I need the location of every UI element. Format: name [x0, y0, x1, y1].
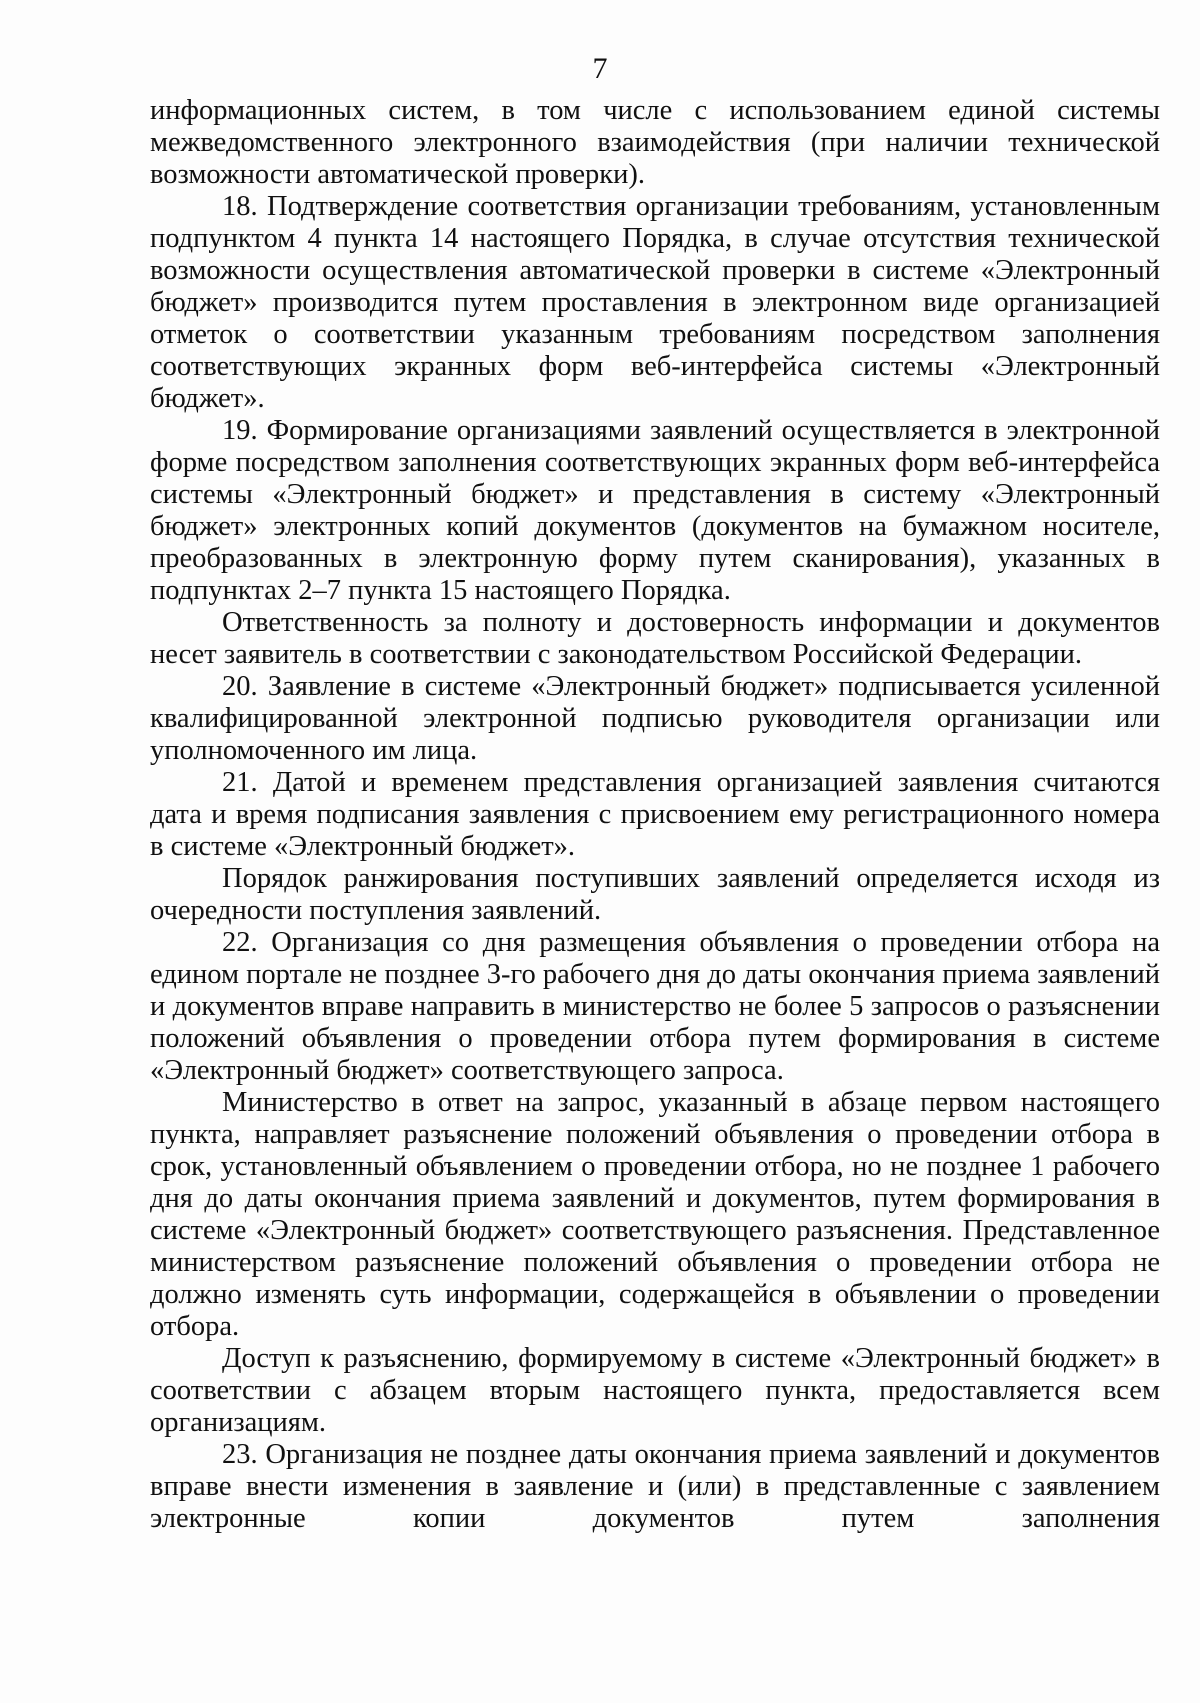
paragraph-item-20: 20. Заявление в системе «Электронный бюджет» подписывается усиленной квалифицированной электронной подписью руководителя организации или уполномоченного им лица.: [150, 671, 1160, 766]
paragraph-responsibility: Ответственность за полноту и достоверность информации и документов несет заявитель в соответствии с законодательством Российской Федерации.: [150, 607, 1160, 670]
paragraph-ranking-order: Порядок ранжирования поступивших заявлений определяется исходя из очередности поступления заявлений.: [150, 863, 1160, 926]
paragraph-item-22: 22. Организация со дня размещения объявления о проведении отбора на едином портале не позднее 3-го рабочего дня до даты окончания приема заявлений и документов вправе направить в министерство не более 5 запросов о разъяснении положений объявления о проведении отбора путем формирования в системе «Электронный бюджет» соответствующего запроса.: [150, 927, 1160, 1086]
paragraph-item-23: 23. Организация не позднее даты окончания приема заявлений и документов вправе внести изменения в заявление и (или) в представленные с заявлением электронные копии документов путем заполнения: [150, 1439, 1160, 1534]
paragraph-continuation: информационных систем, в том числе с использованием единой системы межведомственного электронного взаимодействия (при наличии технической возможности автоматической проверки).: [150, 95, 1160, 190]
paragraph-access-to-clarification: Доступ к разъяснению, формируемому в системе «Электронный бюджет» в соответствии с абзацем вторым настоящего пункта, предоставляется всем организациям.: [150, 1343, 1160, 1438]
page-number: 7: [592, 52, 608, 85]
paragraph-item-18: 18. Подтверждение соответствия организации требованиям, установленным подпунктом 4 пункта 14 настоящего Порядка, в случае отсутствия технической возможности осуществления автоматической проверки в системе «Электронный бюджет» производится путем проставления в электронном виде организацией отметок о соответствии указанным требованиям посредством заполнения соответствующих экранных форм веб-интерфейса системы «Электронный бюджет».: [150, 191, 1160, 414]
paragraph-ministry-response: Министерство в ответ на запрос, указанный в абзаце первом настоящего пункта, направляет разъяснение положений объявления о проведении отбора в срок, установленный объявлением о проведении отбора, но не позднее 1 рабочего дня до даты окончания приема заявлений и документов, путем формирования в системе «Электронный бюджет» соответствующего разъяснения. Представленное министерством разъяснение положений объявления о проведении отбора не должно изменять суть информации, содержащейся в объявлении о проведении отбора.: [150, 1087, 1160, 1342]
paragraph-item-21: 21. Датой и временем представления организацией заявления считаются дата и время подписания заявления с присвоением ему регистрационного номера в системе «Электронный бюджет».: [150, 767, 1160, 862]
paragraph-item-19: 19. Формирование организациями заявлений осуществляется в электронной форме посредством заполнения соответствующих экранных форм веб-интерфейса системы «Электронный бюджет» и представления в систему «Электронный бюджет» электронных копий документов (документов на бумажном носителе, преобразованных в электронную форму путем сканирования), указанных в подпунктах 2–7 пункта 15 настоящего Порядка.: [150, 415, 1160, 606]
document-body: [150, 95, 1160, 1535]
